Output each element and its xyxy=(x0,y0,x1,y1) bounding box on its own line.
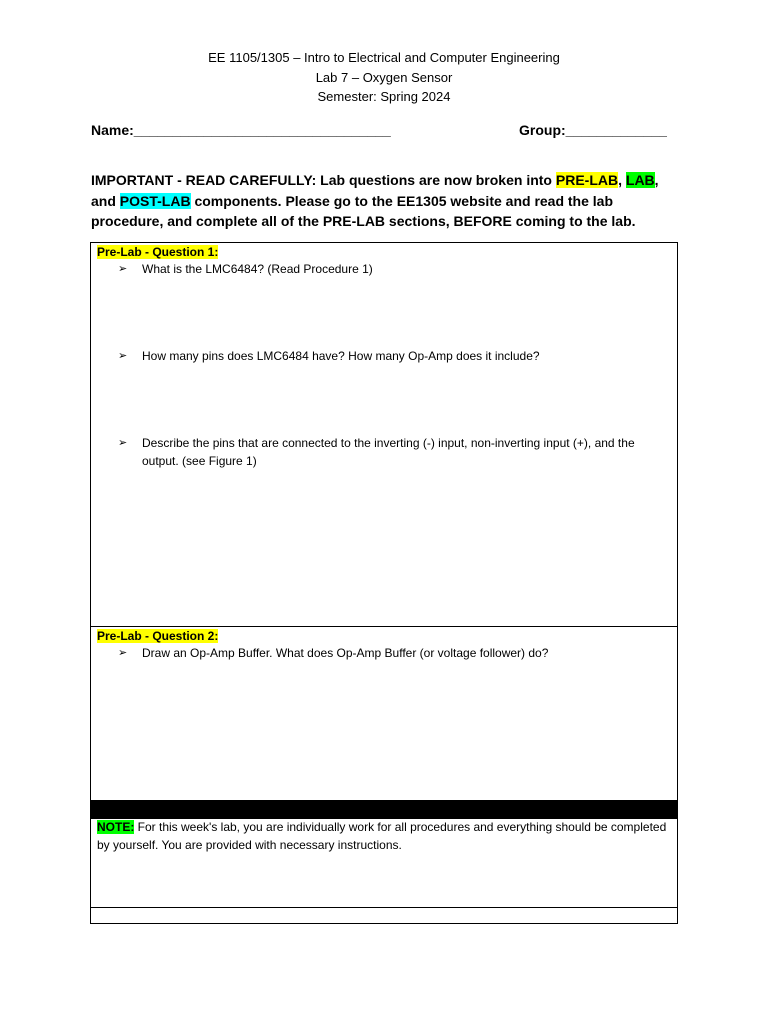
important-suffix: components. Please go to the EE1305 website and read the lab procedure, and complete all of the PRE-LAB sections, BEFORE coming to the lab. xyxy=(91,192,636,229)
question1-box xyxy=(90,242,678,627)
course-title: EE 1105/1305 – Intro to Electrical and Computer Engineering xyxy=(208,50,560,65)
question2-item: ➢ Draw an Op-Amp Buffer. What does Op-Amp Buffer (or voltage follower) do? xyxy=(142,645,548,663)
document-header xyxy=(0,48,768,107)
name-field[interactable]: Name:_________________________________ xyxy=(91,122,391,138)
arrow-bullet-icon: ➢ xyxy=(118,647,128,659)
arrow-bullet-icon: ➢ xyxy=(118,350,128,362)
lab-title: Lab 7 – Oxygen Sensor xyxy=(315,69,453,85)
section-divider xyxy=(90,800,678,819)
empty-row xyxy=(90,907,678,924)
important-prefix: IMPORTANT - READ CAREFULLY: Lab questions are now broken into xyxy=(91,172,556,188)
lab-highlight: LAB xyxy=(625,172,655,188)
question2-title: Pre-Lab - Question 2: xyxy=(97,629,219,643)
question1-item: ➢ Describe the pins that are connected to the inverting (-) input, non-inverting input (+), and the output. (see Figure 1) xyxy=(118,436,635,468)
note-text: NOTE: For this week's lab, you are individually work for all procedures and everything should be completed by yourself. You are provided with necessary instructions. xyxy=(97,820,667,852)
question1-item: ➢ How many pins does LMC6484 have? How many Op-Amp does it include? xyxy=(142,348,540,366)
important-notice xyxy=(91,170,681,232)
question1-title: Pre-Lab - Question 1: xyxy=(97,245,219,259)
important-comma: , xyxy=(618,172,626,188)
question2-box xyxy=(90,626,678,801)
note-box xyxy=(90,818,678,908)
arrow-bullet-icon: ➢ xyxy=(118,437,128,449)
question1-item: ➢ What is the LMC6484? (Read Procedure 1) xyxy=(142,261,373,279)
prelab-highlight: PRE-LAB xyxy=(555,172,619,188)
postlab-highlight: POST-LAB xyxy=(119,192,191,209)
arrow-bullet-icon: ➢ xyxy=(118,263,128,275)
note-label: NOTE: xyxy=(97,820,135,834)
group-field[interactable]: Group:_____________ xyxy=(519,122,667,138)
semester: Semester: Spring 2024 xyxy=(317,89,451,104)
important-and: , and xyxy=(91,172,659,209)
